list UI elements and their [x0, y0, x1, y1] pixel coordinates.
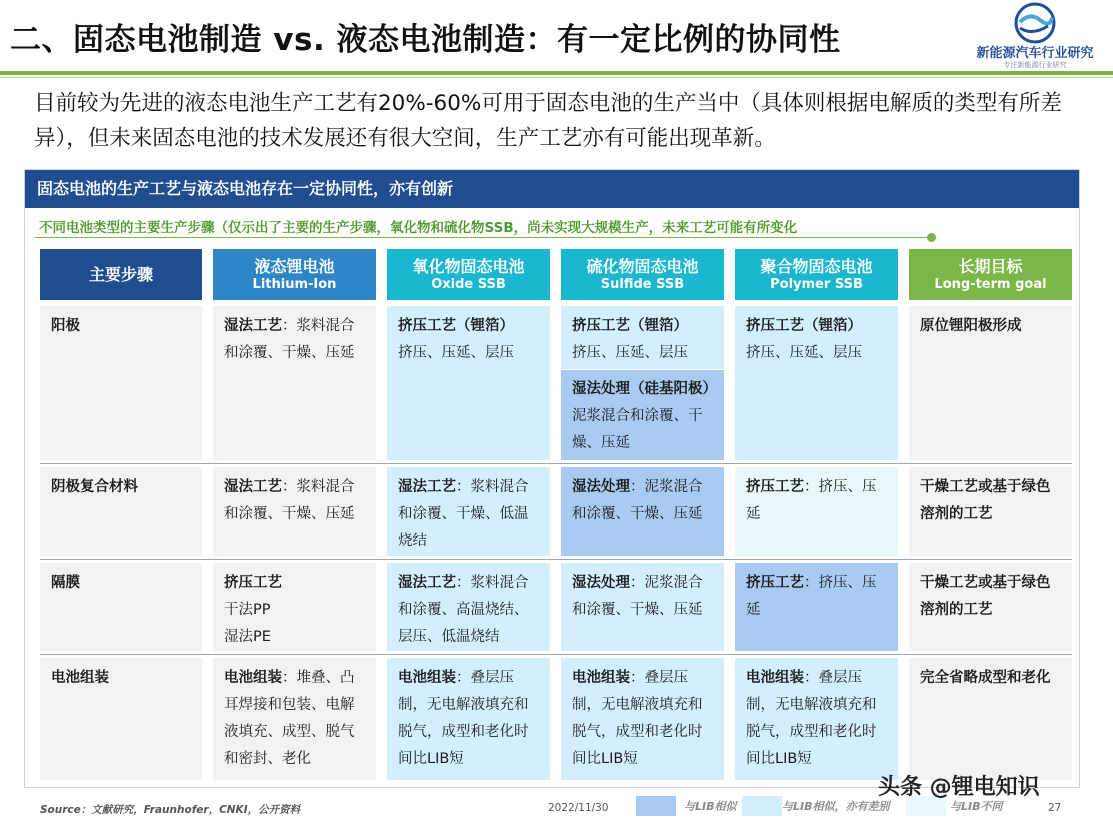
column-header-sublabel: Polymer SSB	[770, 276, 863, 292]
cell-process-detail: ：叠层压制，无电解液填充和脱气，成型和老化时间比LIB短	[572, 670, 703, 767]
table-cell	[213, 467, 376, 556]
title-underline	[0, 71, 1113, 75]
column-header-polymer-ssb	[735, 249, 898, 300]
column-header-sublabel: Oxide SSB	[431, 276, 506, 292]
watermark: 头条 @锂电知识	[878, 775, 1040, 800]
cell-process-detail: ：叠层压制，无电解液填充和脱气，成型和老化时间比LIB短	[398, 670, 529, 767]
legend-label-similar: 与LIB相似	[684, 800, 737, 813]
table-row-label	[40, 467, 202, 556]
table-cell	[561, 563, 724, 651]
cell-process-name: 挤压工艺	[746, 479, 804, 495]
logo-text: 新能源汽车行业研究	[976, 46, 1094, 61]
column-header-sulfide-ssb	[561, 249, 724, 300]
logo	[960, 2, 1110, 72]
row-label-assembly: 电池组装	[51, 670, 109, 686]
cell-process-detail: 挤压、压延、层压	[572, 345, 688, 361]
cell-process-detail: ：堆叠、凸耳焊接和包装、电解液填充、成型、脱气和密封、老化	[224, 670, 355, 767]
cell-process-detail: ：浆料混合和涂覆、干燥、压延	[224, 479, 355, 522]
cell-process-name: 湿法工艺	[224, 479, 282, 495]
column-header-label: 长期目标	[958, 256, 1023, 276]
cell-process-name: 电池组装	[746, 670, 804, 686]
cell-process-name: 挤压工艺（锂箔）	[398, 318, 514, 334]
column-header-lithium-ion	[213, 249, 376, 300]
cell-process-detail: ：浆料混合和涂覆、干燥、低温烧结	[398, 479, 529, 549]
page-number: 27	[1048, 802, 1062, 814]
cell-process-detail: ：挤压、压延	[746, 479, 877, 522]
row-divider	[40, 559, 1072, 560]
row-divider	[40, 463, 1072, 464]
cell-process-name: 湿法工艺	[398, 575, 456, 591]
cell-process-detail: 挤压、压延、层压	[398, 345, 514, 361]
title-underline-thin	[0, 77, 1113, 78]
subnote-line	[35, 237, 935, 238]
table-cell	[213, 658, 376, 780]
row-label-cathode: 阴极复合材料	[51, 479, 138, 495]
table-cell	[909, 563, 1072, 651]
table-cell	[735, 658, 898, 780]
table-cell	[387, 306, 550, 460]
cell-process-name: 挤压工艺（锂箔）	[746, 318, 862, 334]
column-header-sublabel: Sulfide SSB	[600, 276, 685, 292]
cell-process-name: 挤压工艺	[224, 575, 282, 591]
table-cell	[735, 306, 898, 460]
page-title: 二、固态电池制造 vs. 液态电池制造：有一定比例的协同性	[10, 22, 841, 58]
row-label-anode: 阳极	[51, 318, 80, 334]
column-header-label: 液态锂电池	[254, 256, 335, 276]
table-cell	[909, 658, 1072, 780]
cell-process-name: 湿法处理	[572, 479, 630, 495]
row-divider	[40, 654, 1072, 655]
cell-process-detail: 湿法PE	[224, 629, 271, 645]
cell-process-name: 干燥工艺或基于绿色溶剂的工艺	[920, 479, 1051, 522]
cell-process-detail: ：泥浆混合和涂覆、干燥、压延	[572, 479, 703, 522]
legend-label-different: 与LIB不同	[950, 800, 1003, 813]
cell-process-detail: 泥浆混合和涂覆、干燥、压延	[572, 408, 703, 451]
cell-process-name: 电池组装	[224, 670, 282, 686]
panel-header: 固态电池的生产工艺与液态电池存在一定协同性，亦有创新	[25, 170, 1079, 208]
table-cell	[735, 467, 898, 556]
table-cell	[909, 306, 1072, 460]
table-cell	[561, 658, 724, 780]
row-label-separator: 隔膜	[51, 575, 80, 591]
logo-subtext: 专注新能源行业研究	[1003, 61, 1067, 69]
cell-process-name: 完全省略成型和老化	[920, 670, 1051, 686]
cell-process-detail: ：浆料混合和涂覆、干燥、压延	[224, 318, 355, 361]
table-cell	[213, 563, 376, 651]
column-header-label: 聚合物固态电池	[760, 256, 873, 276]
panel-subnote: 不同电池类型的主要生产步骤（仅示出了主要的生产步骤，氧化物和硫化物SSB，尚未实现大规模生产，未来工艺可能有所变化	[39, 220, 798, 236]
column-header-label: 主要步骤	[88, 265, 153, 284]
cell-process-name: 挤压工艺	[746, 575, 804, 591]
cell-process-name: 湿法处理	[572, 575, 630, 591]
cell-process-detail: ：叠层压制，无电解液填充和脱气，成型和老化时间比LIB短	[746, 670, 877, 767]
column-header-label: 氧化物固态电池	[412, 256, 525, 276]
column-header-steps	[40, 249, 202, 300]
cell-process-name: 湿法工艺	[224, 318, 282, 334]
intro-paragraph: 目前较为先进的液态电池生产工艺有20%-60%可用于固态电池的生产当中（具体则根据电解质的类型有所差异），但未来固态电池的技术发展还有很大空间，生产工艺亦有可能出现革新。	[34, 91, 1062, 151]
cell-process-detail: ：泥浆混合和涂覆、干燥、压延	[572, 575, 703, 618]
cell-process-detail: ：挤压、压延	[746, 575, 877, 618]
subnote-dot-icon	[927, 233, 936, 242]
cell-process-name: 原位锂阳极形成	[920, 318, 1022, 334]
legend-label-partial: 与LIB相似，亦有差别	[782, 800, 890, 813]
table-cell	[561, 467, 724, 556]
cell-process-name: 湿法工艺	[398, 479, 456, 495]
cell-process-detail: ：浆料混合和涂覆、高温烧结、层压、低温烧结	[398, 575, 529, 645]
cell-process-detail: 挤压、压延、层压	[746, 345, 862, 361]
cell-process-name: 干燥工艺或基于绿色溶剂的工艺	[920, 575, 1051, 618]
table-cell	[387, 658, 550, 780]
footer-date: 2022/11/30	[548, 802, 609, 814]
cell-process-name: 电池组装	[572, 670, 630, 686]
cell-process-name: 电池组装	[398, 670, 456, 686]
table-row-label	[40, 563, 202, 651]
table-cell	[909, 467, 1072, 556]
table-cell	[213, 306, 376, 460]
table-cell	[561, 370, 724, 460]
column-header-sublabel: Lithium-Ion	[252, 276, 337, 292]
table-row-label	[40, 658, 202, 780]
table-cell	[387, 467, 550, 556]
logo-emblem-icon	[960, 2, 1110, 46]
cell-process-name: 挤压工艺（锂箔）	[572, 318, 688, 334]
legend-swatch-similar	[636, 796, 676, 816]
column-header-sublabel: Long-term goal	[934, 276, 1047, 292]
table-cell	[387, 563, 550, 651]
cell-process-name: 湿法处理（硅基阳极）	[572, 381, 717, 397]
column-header-long-term-goal	[909, 249, 1072, 300]
source-note: Source：文献研究，Fraunhofer，CNKI，公开资料	[40, 804, 301, 816]
legend-swatch-partial	[742, 796, 782, 816]
column-header-label: 硫化物固态电池	[586, 256, 699, 276]
table-cell	[735, 563, 898, 651]
table-row-label	[40, 306, 202, 460]
table-cell	[561, 306, 724, 369]
cell-process-detail: 干法PP	[224, 602, 271, 618]
column-header-oxide-ssb	[387, 249, 550, 300]
